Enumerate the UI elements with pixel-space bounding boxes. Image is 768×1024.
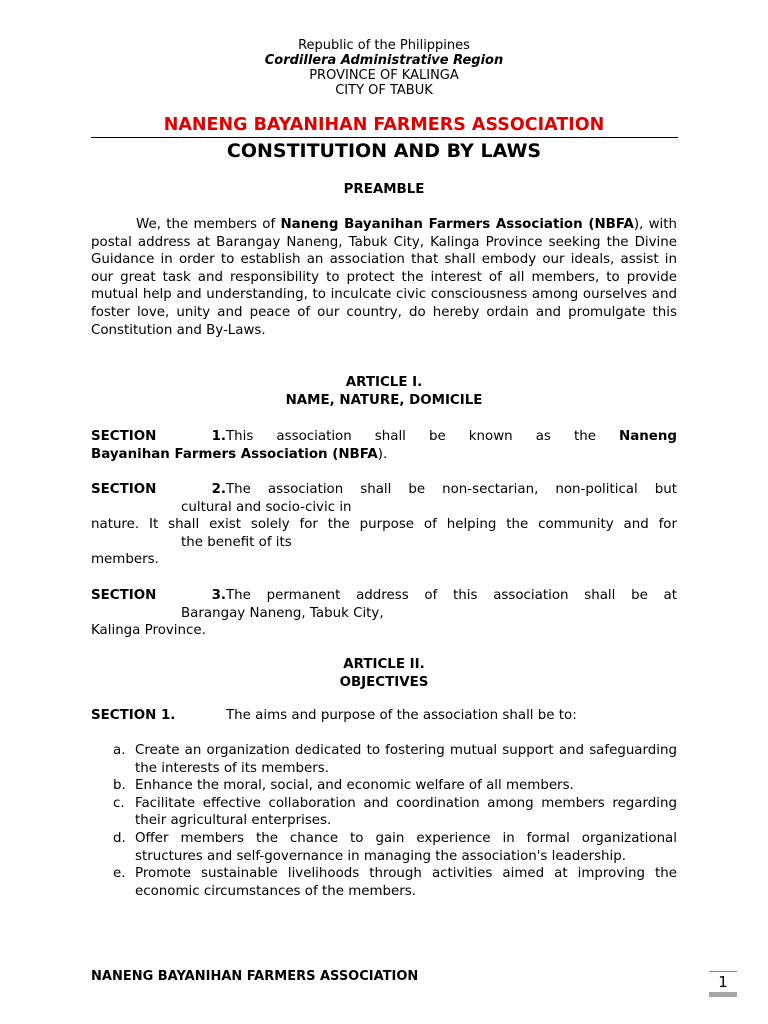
article-2-number: ARTICLE II. — [343, 657, 425, 672]
article-1-section-2 — [91, 481, 677, 569]
a1s1-end: ). — [377, 446, 388, 462]
article-2-title: OBJECTIVES — [339, 674, 429, 690]
article-1-section-3 — [91, 587, 677, 640]
list-text: Offer members the chance to gain experience in formal organizational structures and self-governance in managing the association's leadership. — [135, 830, 677, 864]
a1s3-l1: The permanent address of this association shall be at — [226, 588, 677, 603]
a1s1-line-1 — [91, 428, 677, 446]
a1s2-line-2: cultural and socio-civic in — [181, 499, 352, 515]
a1s2-line-3: nature. It shall exist solely for the purpose of helping the community and for — [91, 517, 677, 533]
article-2-section-1 — [91, 707, 677, 725]
a1s1-line-2 — [91, 446, 677, 464]
a1s2-line-5: members. — [91, 552, 159, 568]
header-republic: Republic of the Philippines — [298, 38, 470, 53]
a1s2-l1: The association shall be non-sectarian, non-political but — [226, 482, 677, 497]
document-header — [91, 38, 677, 98]
header-city: CITY OF TABUK — [335, 83, 433, 98]
article-1-title: NAME, NATURE, DOMICILE — [285, 392, 483, 408]
list-marker: a. — [113, 743, 126, 758]
article-1-heading — [91, 374, 677, 409]
document-title: CONSTITUTION AND BY LAWS — [226, 140, 542, 162]
a1s1-bold-b: Bayanihan Farmers Association (NBFA — [91, 446, 378, 462]
a2s1-label: SECTION 1. — [91, 708, 176, 723]
a1s2-label: SECTION 2. — [91, 482, 226, 497]
list-item — [113, 795, 677, 830]
a1s2-line-4: the benefit of its — [181, 534, 292, 550]
article-1-section-1 — [91, 428, 677, 463]
objectives-list — [113, 742, 677, 900]
a1s1-text: This association shall be known as the — [226, 429, 620, 444]
list-marker: e. — [113, 866, 126, 882]
title-divider — [91, 137, 678, 138]
list-text: Promote sustainable livelihoods through activities aimed at improving the economic circumstances of the members. — [135, 866, 677, 899]
a1s2-line-1 — [91, 481, 677, 499]
preamble-text-2: ), with postal address at Barangay Naneng, Tabuk City, Kalinga Province seeking the Divine Guidance in order to establish an association that shall embody our ideals, assist in our great task and responsibility to protect the interest of all members, to provide mutual help and understanding, to inculcate civic consciousness among ourselves and foster love, unity and peace of our country, do hereby ordain and promulgate this Constitution and By-Laws. — [91, 217, 677, 338]
list-item — [113, 742, 677, 777]
preamble-text-1: We, the members of — [136, 217, 281, 232]
list-marker: d. — [113, 830, 126, 846]
a1s3-line-1 — [91, 587, 677, 605]
preamble-bold-name: Naneng Bayanihan Farmers Association (NBFA — [280, 217, 634, 232]
list-marker: b. — [113, 778, 126, 794]
list-text: Create an organization dedicated to fostering mutual support and safeguarding the interests of its members. — [135, 743, 677, 776]
list-text: Enhance the moral, social, and economic welfare of all members. — [135, 778, 574, 794]
footer-text: NANENG BAYANIHAN FARMERS ASSOCIATION — [91, 969, 419, 984]
a1s3-line-2: Barangay Naneng, Tabuk City, — [181, 605, 384, 621]
list-text: Facilitate effective collaboration and coordination among members regarding their agricultural enterprises. — [135, 795, 677, 829]
preamble-heading: PREAMBLE — [343, 182, 425, 197]
article-2-heading — [91, 656, 677, 691]
a2s1-line-1 — [91, 707, 677, 725]
a1s3-line-3: Kalinga Province. — [91, 623, 206, 639]
header-region: Cordillera Administrative Region — [264, 53, 504, 68]
a1s1-bold-a: Naneng — [619, 429, 677, 444]
a1s1-label: SECTION 1. — [91, 429, 226, 444]
preamble-paragraph — [91, 216, 677, 339]
list-item — [113, 865, 677, 900]
a2s1-text: The aims and purpose of the association shall be to: — [226, 708, 577, 723]
a1s3-label: SECTION 3. — [91, 588, 226, 603]
page-number: 1 — [709, 971, 737, 992]
article-1-number: ARTICLE I. — [345, 375, 423, 390]
header-province: PROVINCE OF KALINGA — [309, 68, 459, 83]
list-item — [113, 830, 677, 865]
list-marker: c. — [113, 795, 125, 811]
list-item — [113, 777, 677, 795]
association-title: NANENG BAYANIHAN FARMERS ASSOCIATION — [163, 115, 605, 135]
page-number-bar — [709, 992, 737, 997]
